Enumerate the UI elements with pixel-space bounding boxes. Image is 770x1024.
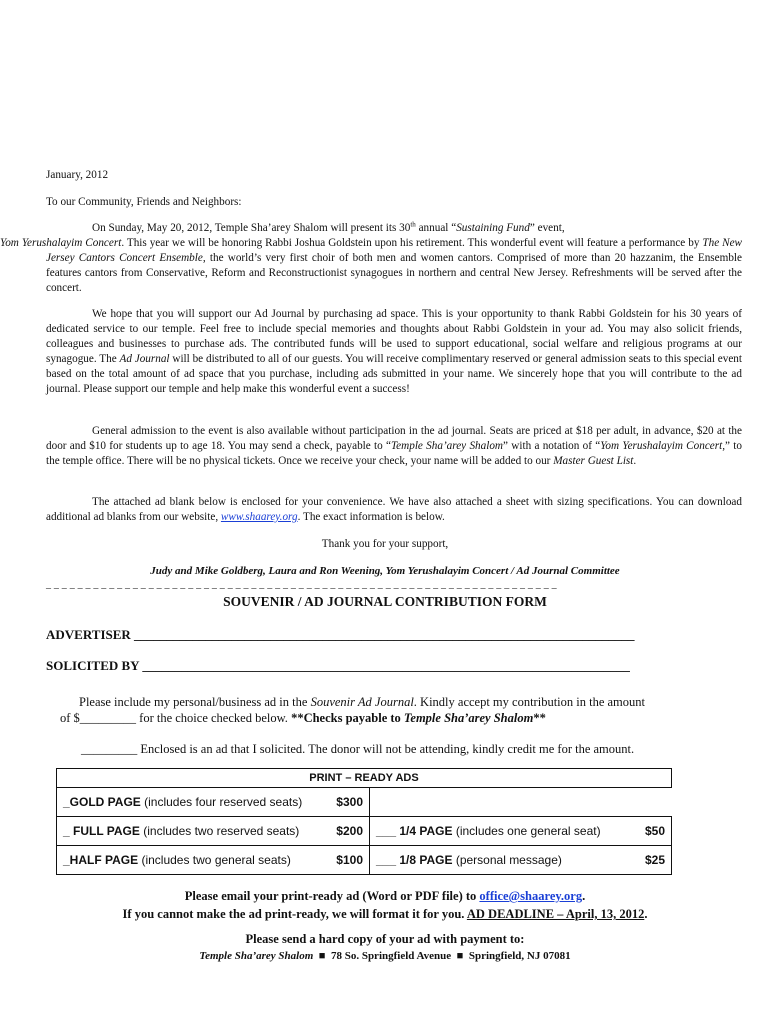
solicited-field[interactable]: ___________________________________________________________________________	[142, 658, 630, 673]
p2-ad-journal: Ad Journal	[119, 353, 170, 365]
advertiser-field[interactable]: _____________________________________________________________________________	[134, 627, 635, 642]
advertiser-label: ADVERTISER	[46, 627, 131, 642]
p3-guest-list: Master Guest List	[553, 455, 634, 467]
solicited-row	[46, 658, 630, 673]
thank-you: Thank you for your support,	[321, 538, 449, 550]
email-link[interactable]: office@shaarey.org	[479, 889, 583, 903]
p2-text-a: We hope that you will support our Ad Journal by purchasing ad space. This is your opportunity to thank Rabbi Goldstein for his 30 years of dedicated service to our temple. Feel free to include special memories and thoughts about Rabbi Goldstein in your ad. You may also solicit friends, colleagues and businesses to purchase ads. The contributed funds will be used to support educational, social welfare and religious programs at our synagogue. The	[46, 308, 742, 365]
paragraph-ad-blank	[46, 495, 742, 525]
quarter-price: $50	[644, 824, 665, 838]
p1-text-a: On Sunday, May 20, 2012, Temple Sha’arey Shalom will present its 30	[92, 222, 411, 234]
format-text-a: If you cannot make the ad print-ready, we will format it for you.	[122, 907, 467, 921]
gold-price: $300	[336, 795, 363, 809]
contrib-journal: Souvenir Ad Journal	[310, 695, 414, 709]
ads-row-half	[57, 846, 672, 875]
enclosed-line[interactable]: _________ Enclosed is an ad that I solicited. The donor will not be attending, kindly credit me for the amount.	[81, 742, 635, 756]
mailing-address	[0, 950, 770, 962]
p1-text-d: ” event,	[529, 222, 565, 234]
p3-text-e: ” to the temple office. There will be no physical tickets. Once we receive your check, your name will be added to our	[46, 440, 742, 467]
p3-payee: Temple Sha’arey Shalom	[390, 440, 504, 452]
format-instruction	[0, 907, 770, 922]
gold-desc: (includes four reserved seats)	[144, 795, 303, 809]
bullet-icon: ■	[318, 950, 326, 962]
form-title: SOUVENIR / AD JOURNAL CONTRIBUTION FORM	[223, 594, 547, 609]
full-desc: (includes two reserved seats)	[143, 824, 300, 838]
p1-sustaining-fund: Sustaining Fund	[456, 222, 530, 234]
eighth-desc: (personal message)	[455, 853, 562, 867]
committee-signature: Judy and Mike Goldberg, Laura and Ron Weening, Yom Yerushalayim Concert / Ad Journal Committee	[150, 565, 620, 577]
ads-table	[56, 768, 672, 875]
contrib-stars: **	[533, 711, 546, 725]
option-half-page[interactable]	[57, 846, 370, 875]
paragraph-event	[0, 220, 742, 296]
p3-text-c: ” with a notation of “	[503, 440, 601, 452]
empty-cell	[370, 788, 672, 817]
ads-table-header: PRINT – READY ADS	[57, 769, 672, 788]
p4-text-b: . The exact information is below.	[297, 511, 445, 523]
paragraph-ad-journal	[46, 307, 742, 397]
option-eighth-page[interactable]	[370, 846, 672, 875]
address-name: Temple Sha’arey Shalom	[199, 950, 314, 962]
solicited-label: SOLICITED BY	[46, 658, 140, 673]
quarter-label: ___ 1/4 PAGE	[376, 824, 456, 838]
paragraph-admission	[46, 424, 742, 469]
half-label: _HALF PAGE	[63, 853, 142, 867]
half-price: $100	[336, 853, 363, 867]
p4-text-a: The attached ad blank below is enclosed for your convenience. We have also attached a sheet with sizing specifications. You can download additional ad blanks from our website,	[46, 496, 742, 523]
advertiser-row	[46, 627, 635, 642]
p1-sup: th	[410, 220, 416, 229]
website-link[interactable]: www.shaarey.org	[220, 511, 298, 523]
p1-text-h: the world’s very first choir of both men and women cantors. Comprised of more than 20 hazzanim, the Ensemble features cantors from Conservative, Reform and Reconstructionist synagogues in northern and central New Jersey. Refreshments will be served after the concert.	[46, 252, 742, 294]
half-desc: (includes two general seats)	[141, 853, 291, 867]
p1-concert-name: Yom Yerushalayim Concert	[0, 237, 122, 249]
contrib-amount-field[interactable]: of $_________ for the choice checked below.	[60, 711, 292, 725]
ads-row-full	[57, 817, 672, 846]
quarter-desc: (includes one general seat)	[455, 824, 601, 838]
hardcopy-instruction: Please send a hard copy of your ad with payment to:	[245, 932, 525, 946]
full-label: _ FULL PAGE	[63, 824, 144, 838]
contrib-text-a: Please include my personal/business ad in the	[79, 695, 311, 709]
contribution-text	[60, 694, 750, 726]
p1-text-f: . This year we will be honoring Rabbi Joshua Goldstein upon his retirement. This wonderful event will feature a performance by	[121, 237, 703, 249]
p3-notation: Yom Yerushalayim Concert,	[600, 440, 726, 452]
salutation: To our Community, Friends and Neighbors:	[46, 196, 242, 208]
email-text-b: .	[582, 889, 586, 903]
p3-text-a: General admission to the event is also available without participation in the ad journal. Seats are priced at $18 per adult, in advance, $20 at the door and $10 for students up to age 18. You may send a check, payable to “	[46, 425, 742, 452]
eighth-label: ___ 1/8 PAGE	[376, 853, 456, 867]
p1-ensemble-name: The New Jersey Cantors Concert Ensemble,	[46, 237, 742, 264]
p3-text-g: .	[633, 455, 637, 467]
email-instruction	[0, 889, 770, 904]
eighth-price: $25	[644, 853, 665, 867]
option-gold-page[interactable]	[57, 788, 370, 817]
ads-row-gold	[57, 788, 672, 817]
letter-date: January, 2012	[46, 169, 109, 181]
divider-line: _ _ _ _ _ _ _ _ _ _ _ _ _ _ _ _ _ _ _ _ _ _ _ _ _ _ _ _ _ _ _ _ _ _ _ _ _ _ _ _ _ _ _ _ _ _ _ _ _ _ _ _ _ _ _ _ _ _ _ _ _ _ _ _ _	[46, 579, 557, 590]
address-city: Springfield, NJ 07081	[468, 950, 571, 962]
option-full-page[interactable]	[57, 817, 370, 846]
gold-label: _GOLD PAGE	[63, 795, 145, 809]
contrib-checks: **Checks payable to	[291, 711, 404, 725]
option-quarter-page[interactable]	[370, 817, 672, 846]
contrib-payee: Temple Sha’arey Shalom	[403, 711, 534, 725]
bullet-icon: ■	[456, 950, 464, 962]
address-street: 78 So. Springfield Avenue	[330, 950, 452, 962]
email-text-a: Please email your print-ready ad (Word or PDF file) to	[184, 889, 480, 903]
format-text-b: .	[644, 907, 648, 921]
ad-deadline: AD DEADLINE – April, 13, 2012	[466, 907, 645, 921]
p2-text-c: will be distributed to all of our guests. You will receive complimentary reserved or general admission seats to this special event based on the total amount of ad space that you purchase, including ads submitted in your name. We sincerely hope that you will contribute to the ad journal. Please support our temple and help make this wonderful event a success!	[46, 353, 743, 395]
contrib-text-c: . Kindly accept my contribution in the amount	[413, 695, 645, 709]
full-price: $200	[336, 824, 363, 838]
p1-text-b: annual “	[415, 222, 457, 234]
